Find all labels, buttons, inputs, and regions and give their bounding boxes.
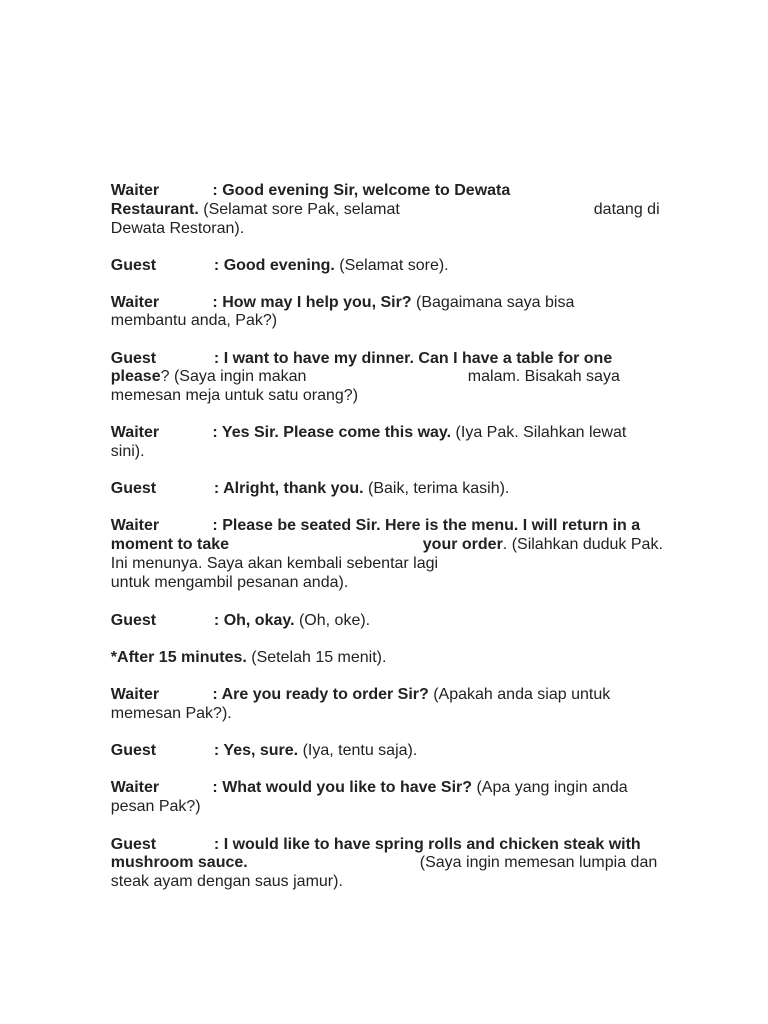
dialogue-line	[93, 853, 343, 910]
translation-text: memesan meja untuk satu orang?)	[110, 387, 359, 404]
translation-text: pesan Pak?)	[110, 798, 201, 815]
bold-text: please	[110, 368, 161, 385]
speaker-line-bold: Guest : Yes, sure.	[110, 742, 299, 759]
dialogue-line-continued	[405, 516, 663, 573]
dialogue-line-continued	[402, 834, 657, 891]
translation-text: (Setelah 15 menit).	[246, 649, 387, 666]
bold-text: mushroom sauce.	[110, 854, 248, 871]
translation-text: untuk mengambil pesanan anda).	[110, 574, 349, 591]
translation-text: sini).	[110, 443, 145, 460]
translation-text: (Bagaimana saya bisa	[411, 294, 575, 311]
translation-text: (Oh, oke).	[294, 612, 371, 629]
dialogue-line-continued	[576, 181, 660, 238]
speaker-line-bold: Waiter : How may I help you, Sir?	[110, 294, 412, 311]
translation-text: (Baik, terima kasih).	[363, 480, 510, 497]
translation-text: steak ayam dengan saus jamur).	[110, 873, 343, 890]
translation-text: (Selamat sore).	[334, 257, 449, 274]
speaker-line-bold: Guest : I want to have my dinner. Can I have a table for one	[110, 350, 613, 367]
translation-text: ? (Saya ingin makan	[160, 368, 307, 385]
speaker-line-bold: Waiter : Are you ready to order Sir?	[110, 686, 429, 703]
translation-text: . (Silahkan duduk Pak.	[502, 536, 663, 553]
stage-direction-bold: *After 15 minutes.	[110, 649, 247, 666]
translation-text: (Selamat sore Pak, selamat	[198, 201, 400, 218]
speaker-line-bold: Guest : Oh, okay.	[110, 612, 295, 629]
translation-text: (Apa yang ingin anda	[472, 779, 628, 796]
dialogue-line	[93, 404, 626, 461]
translation-text: Ini menunya. Saya akan kembali sebentar lagi	[110, 555, 439, 572]
bold-text: moment to take	[110, 536, 230, 553]
translation-text: datang di	[593, 201, 660, 218]
dialogue-line-continued	[450, 348, 620, 405]
bold-text: Restaurant.	[110, 201, 199, 218]
translation-text: membantu anda, Pak?)	[110, 312, 278, 329]
speaker-line-bold: Guest : I would like to have spring rolls and chicken steak with	[110, 836, 641, 853]
speaker-line-bold: Waiter : Yes Sir. Please come this way.	[110, 424, 452, 441]
speaker-line-bold: Guest : Alright, thank you.	[110, 480, 364, 497]
speaker-line-bold: Waiter : What would you like to have Sir?	[110, 779, 473, 796]
translation-text: (Iya, tentu saja).	[298, 742, 418, 759]
translation-text: Dewata Restoran).	[110, 220, 245, 237]
translation-text: (Saya ingin memesan lumpia dan	[419, 854, 658, 871]
speaker-line-bold: Waiter : Good evening Sir, welcome to Dewata	[110, 182, 511, 199]
speaker-line-bold: Waiter : Please be seated Sir. Here is the menu. I will return in a	[110, 517, 641, 534]
translation-text: memesan Pak?).	[110, 705, 232, 722]
translation-text: malam. Bisakah saya	[467, 368, 620, 385]
bold-text: your order	[422, 536, 503, 553]
translation-text: (Iya Pak. Silahkan lewat	[451, 424, 627, 441]
translation-text: (Apakah anda siap untuk	[428, 686, 611, 703]
speaker-line-bold: Guest : Good evening.	[110, 257, 335, 274]
